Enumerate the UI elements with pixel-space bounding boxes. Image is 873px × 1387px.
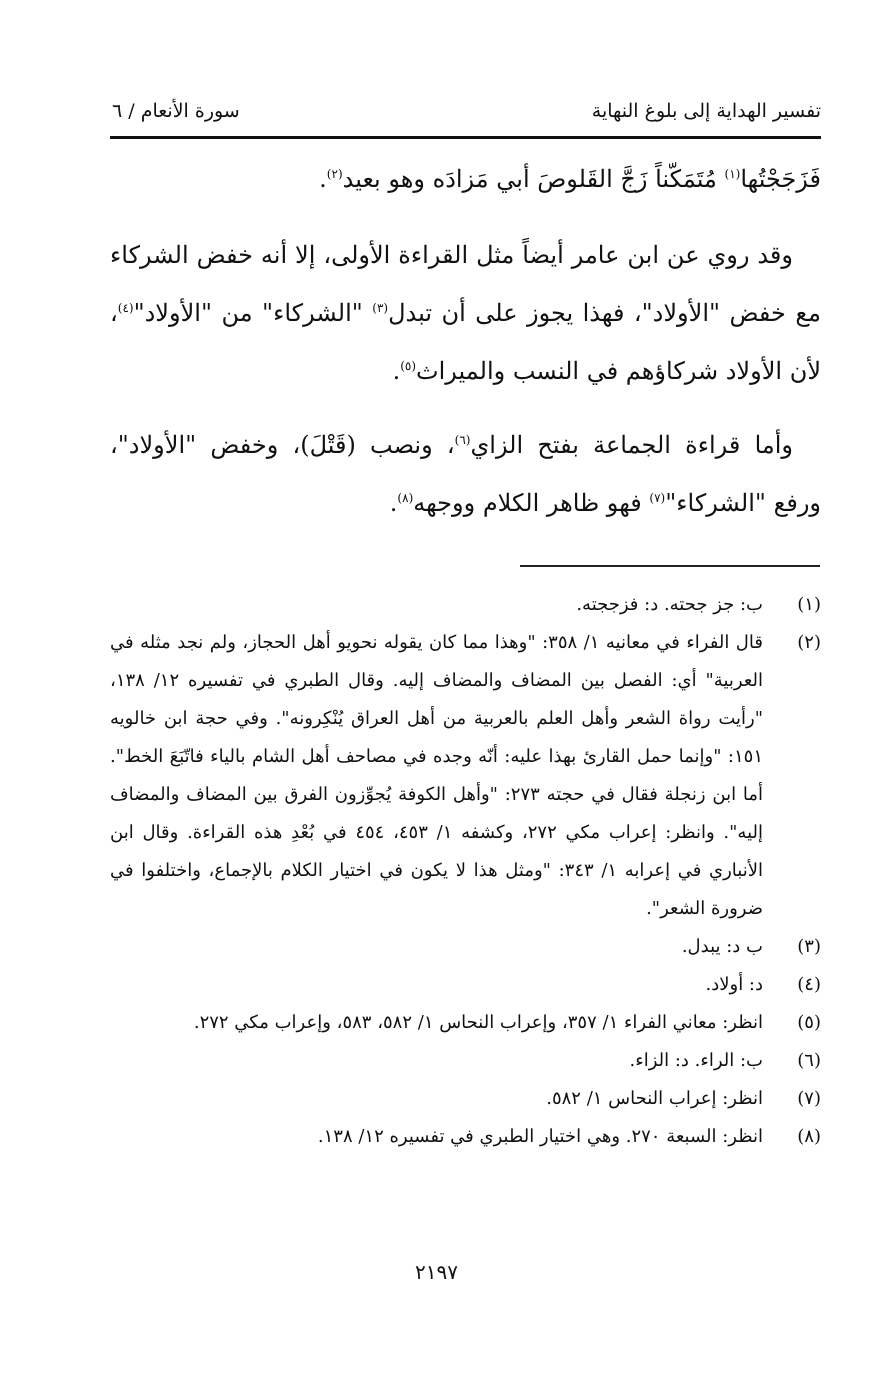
para2-text-c: فهو ظاهر الكلام ووجهه xyxy=(413,489,650,517)
footnote-ref-7[interactable]: (٧) xyxy=(649,491,666,505)
footnote-item xyxy=(110,624,821,928)
footnote-text: قال الفراء في معانيه ١/ ٣٥٨: "وهذا مما كان يقوله نحويو أهل الحجاز، ولم نجد مثله في العربية" أي: الفصل بين المضاف والمضاف إليه. وقال الطبري في تفسيره ١٢/ ١٣٨، "رأيت رواة الشعر وأهل العلم بالعربية من أهل العراق يُنْكِرونه". وفي حجة ابن خالويه ١٥١: "وإنما حمل القارئ بهذا عليه: أنّه وجده في مصاحف أهل الشام بالياء فاتّبَعَ الخط". أما ابن زنجلة فقال في حجته ٢٧٣: "وأهل الكوفة يُجوِّزون الفرق بين المضاف والمضاف إليه". وانظر: إعراب مكي ٢٧٢، وكشفه ١/ ٤٥٣، ٤٥٤ في بُعْدِ هذه القراءة. وقال ابن الأنباري في إعرابه ١/ ٣٤٣: "ومثل هذا لا يكون في اختيار الكلام بالإجماع، واختلفوا في ضرورة الشعر". xyxy=(110,632,764,919)
verse-text-mid: مُتَمَكّناً زَجَّ القَلوصَ أبي مَزادَه وهو بعيد xyxy=(342,165,725,193)
para1-text-c: ، لأن الأولاد شركاؤهم في النسب والميراث xyxy=(110,299,821,385)
footnote-ref-3[interactable]: (٣) xyxy=(372,301,389,315)
paragraph-2 xyxy=(110,416,821,532)
para1-text-a: وقد روي عن ابن عامر أيضاً مثل القراءة الأولى، إلا أنه خفض الشركاء مع خفض "الأولاد"، فهذا يجوز على أن تبدل xyxy=(110,241,821,327)
footnote-ref-5[interactable]: (٥) xyxy=(400,359,417,373)
footnote-item xyxy=(110,1004,821,1042)
para2-text-b: ، ونصب (قَتْلَ)، وخفض "الأولاد"، ورفع "الشركاء" xyxy=(110,431,821,517)
para1-text-d: . xyxy=(392,357,401,385)
page-number: ٢١٩٧ xyxy=(415,1260,458,1284)
footnote-item xyxy=(110,1042,821,1080)
footnote-text: ب: الراء. د: الزاء. xyxy=(629,1050,763,1071)
header-divider xyxy=(110,136,821,139)
footnote-number: (٨) xyxy=(797,1126,821,1147)
footnote-item xyxy=(110,1118,821,1156)
footnote-text: انظر: إعراب النحاس ١/ ٥٨٢. xyxy=(546,1088,763,1109)
footnote-text: انظر: معاني الفراء ١/ ٣٥٧، وإعراب النحاس ١/ ٥٨٢، ٥٨٣، وإعراب مكي ٢٧٢. xyxy=(193,1012,763,1033)
para2-text-d: . xyxy=(389,489,398,517)
para2-text-a: وأما قراءة الجماعة بفتح الزاي xyxy=(470,431,794,459)
verse-line xyxy=(110,150,821,208)
footnote-text: انظر: السبعة ٢٧٠. وهي اختيار الطبري في تفسيره ١٢/ ١٣٨. xyxy=(317,1126,763,1147)
footnote-number: (٢) xyxy=(797,632,821,653)
footnote-number: (٦) xyxy=(797,1050,821,1071)
running-header-title: تفسير الهداية إلى بلوغ النهاية xyxy=(591,100,821,122)
footnote-ref-4[interactable]: (٤) xyxy=(117,301,134,315)
footnote-number: (١) xyxy=(797,594,821,615)
footnote-item xyxy=(110,928,821,966)
footnote-number: (٧) xyxy=(797,1088,821,1109)
paragraph-1 xyxy=(110,226,821,400)
footnote-item xyxy=(110,1080,821,1118)
running-header-surah: سورة الأنعام / ٦ xyxy=(112,100,240,122)
footnote-ref-8[interactable]: (٨) xyxy=(397,491,414,505)
footnote-number: (٥) xyxy=(797,1012,821,1033)
main-text xyxy=(110,150,821,548)
footnote-item xyxy=(110,586,821,624)
footnote-text: ب د: يبدل. xyxy=(681,936,763,957)
footnote-divider xyxy=(520,565,820,567)
footnote-ref-2[interactable]: (٢) xyxy=(326,167,343,181)
footnote-text: ب: جز جحته. د: فزججته. xyxy=(576,594,763,615)
para1-text-b: "الشركاء" من "الأولاد" xyxy=(133,299,373,327)
verse-text-start: فَزَجَجْتُها xyxy=(740,165,821,193)
verse-text-end: . xyxy=(319,165,327,193)
footnote-item xyxy=(110,966,821,1004)
footnotes-section xyxy=(110,586,821,1156)
footnote-ref-6[interactable]: (٦) xyxy=(454,433,471,447)
footnote-number: (٤) xyxy=(797,974,821,995)
footnote-text: د: أولاد. xyxy=(705,974,763,995)
footnote-number: (٣) xyxy=(797,936,821,957)
footnote-ref-1[interactable]: (١) xyxy=(724,167,741,181)
